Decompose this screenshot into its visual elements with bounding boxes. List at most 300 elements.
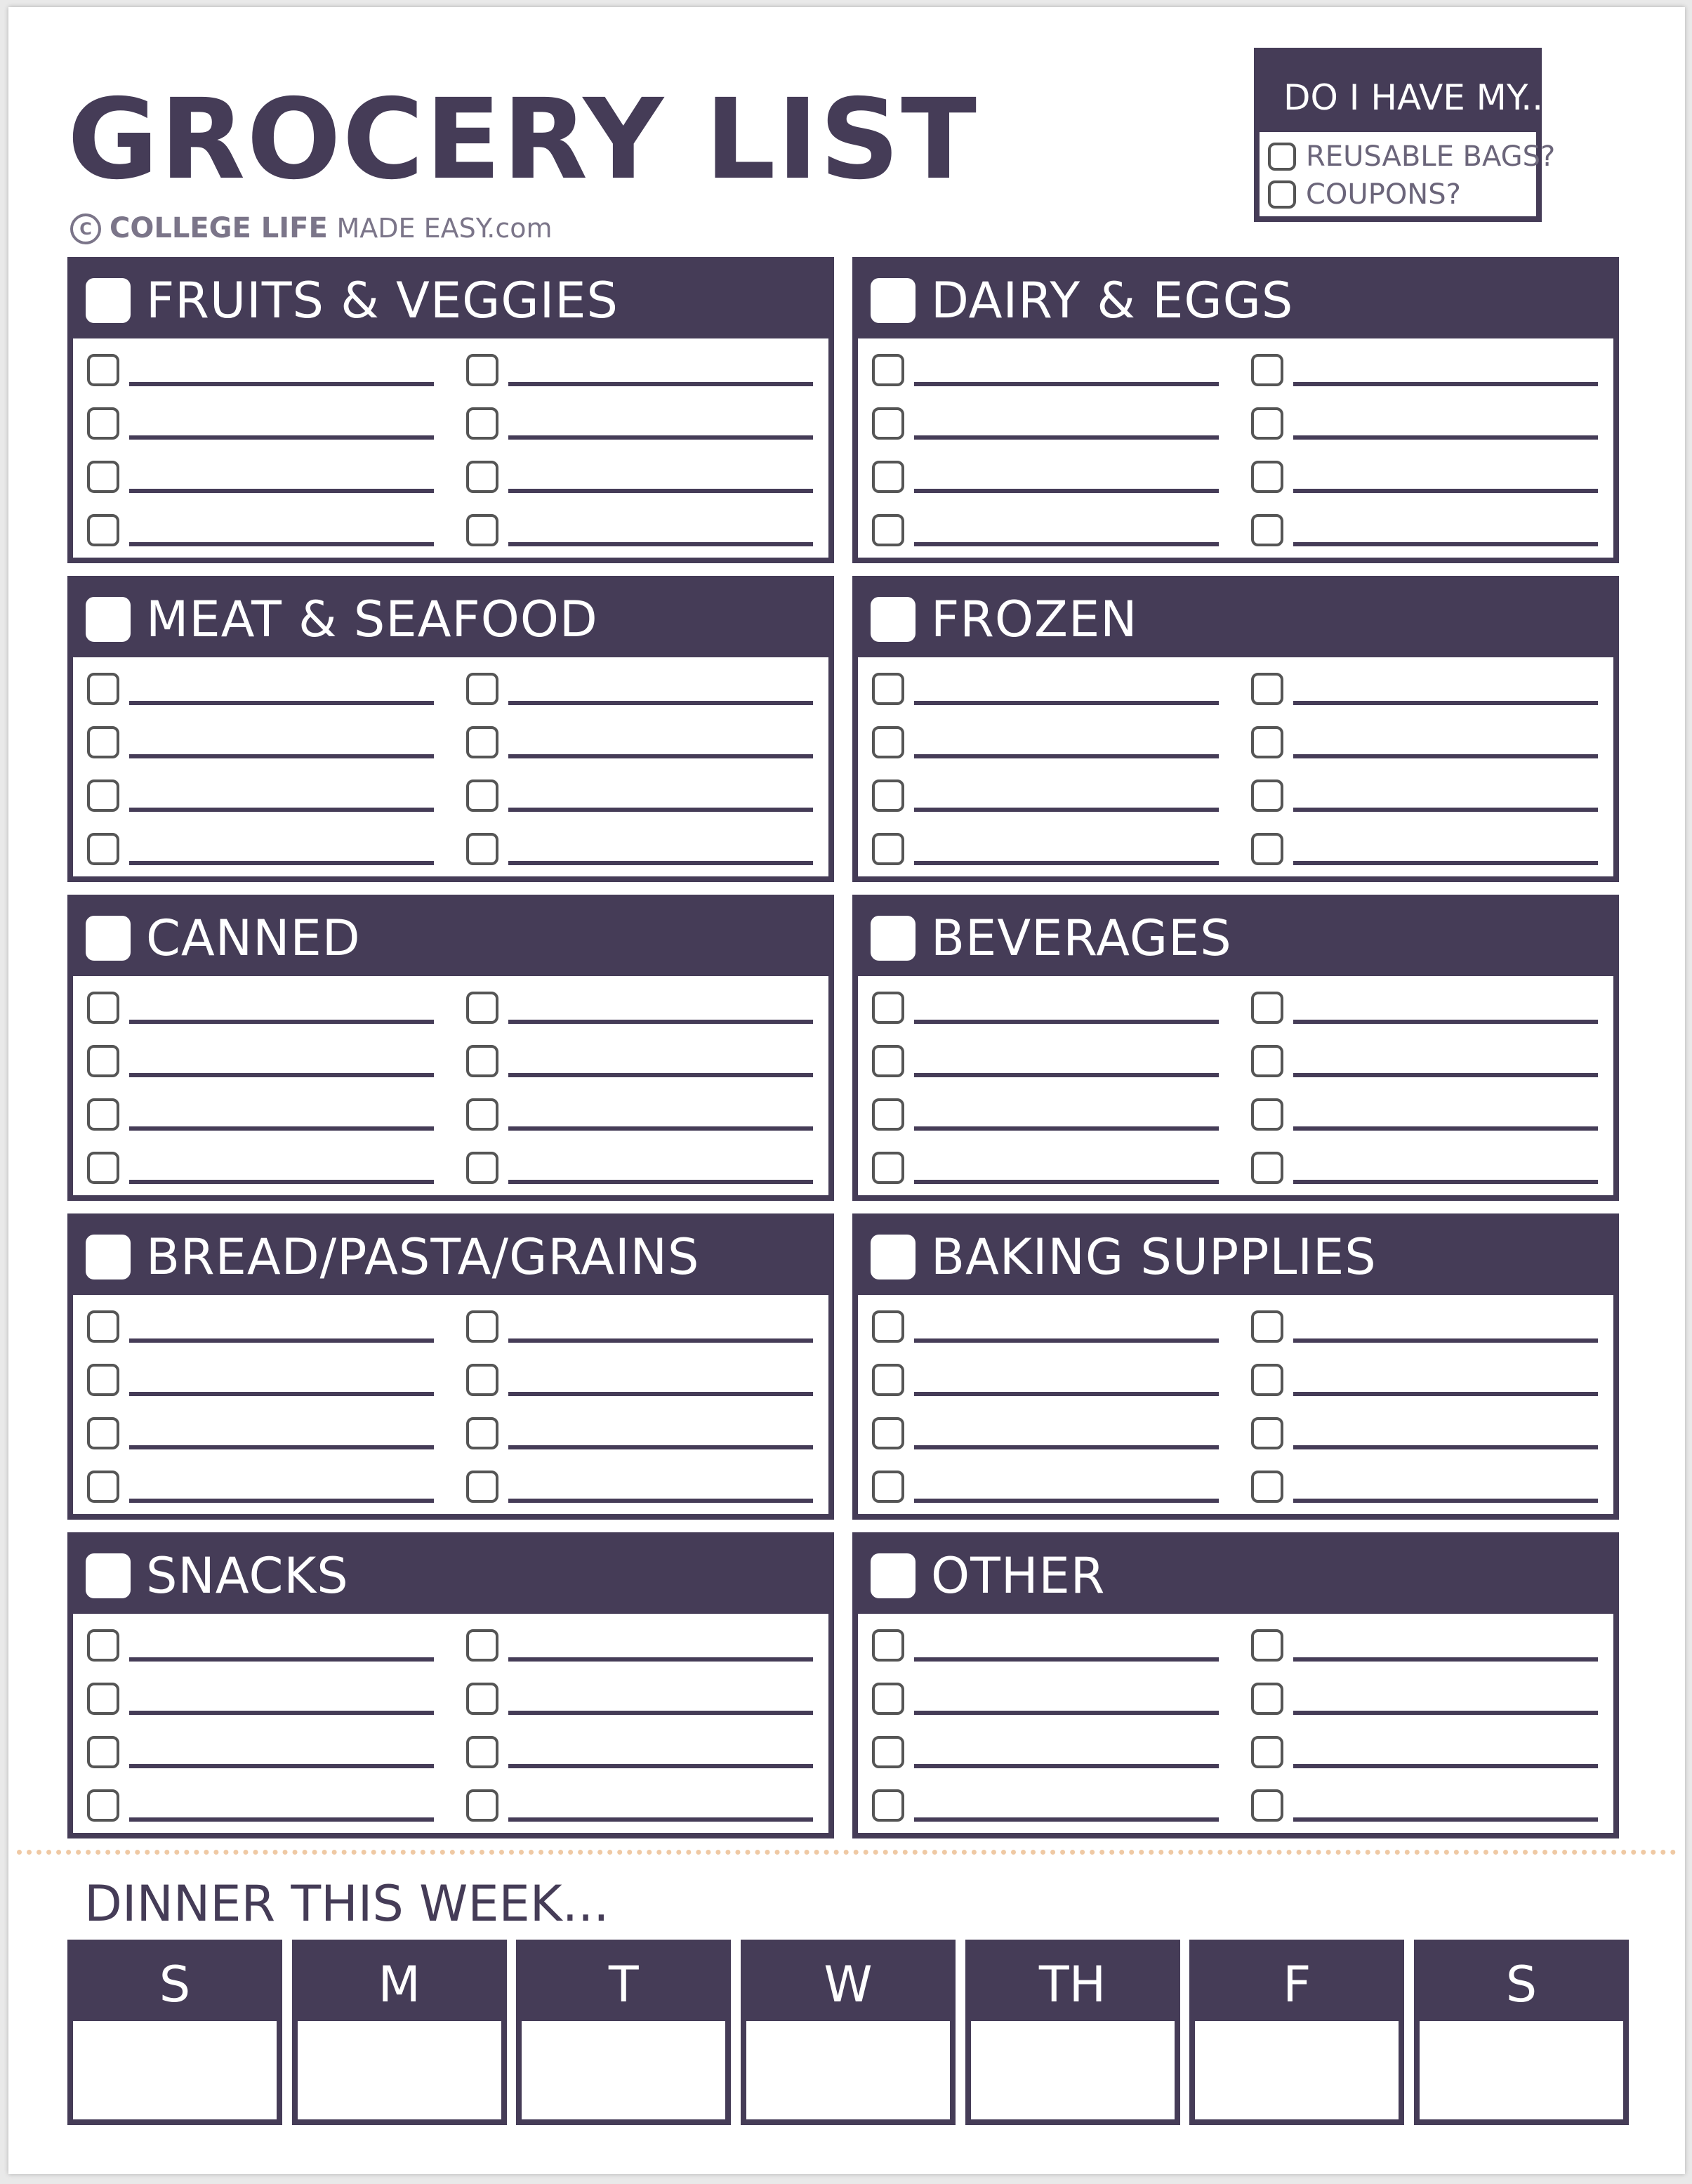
checkbox[interactable]	[872, 407, 904, 440]
checkbox[interactable]	[872, 1045, 904, 1077]
day-label: S	[73, 1945, 277, 2021]
write-in-line[interactable]	[508, 1499, 813, 1503]
write-in-line[interactable]	[129, 1711, 434, 1715]
checkbox[interactable]	[1268, 143, 1296, 171]
day-label: F	[1195, 1945, 1399, 2021]
write-in-line[interactable]	[129, 382, 434, 386]
list-item	[1251, 1413, 1598, 1449]
write-in-line[interactable]	[129, 1392, 434, 1396]
checkbox[interactable]	[466, 1683, 498, 1715]
write-in-line[interactable]	[914, 1817, 1219, 1822]
list-item	[1251, 456, 1598, 493]
day-label: TH	[971, 1945, 1175, 2021]
list-item	[872, 1678, 1219, 1715]
list-item	[872, 987, 1219, 1024]
checkbox[interactable]	[87, 1310, 119, 1343]
category-header	[858, 1219, 1613, 1295]
checkbox[interactable]	[1251, 514, 1283, 546]
checkbox[interactable]	[466, 833, 498, 865]
write-in-line[interactable]	[1293, 701, 1598, 705]
write-in-line[interactable]	[1293, 1392, 1598, 1396]
checkbox[interactable]	[1251, 354, 1283, 386]
write-in-line[interactable]	[129, 435, 434, 440]
day-label: M	[298, 1945, 501, 2021]
item-lines	[858, 1614, 1613, 1822]
write-in-line[interactable]	[508, 1338, 813, 1343]
item-lines	[73, 338, 828, 546]
write-in-line[interactable]	[914, 1711, 1219, 1715]
day-write-area[interactable]	[73, 2021, 277, 2119]
checkbox[interactable]	[872, 514, 904, 546]
checkbox[interactable]	[87, 1789, 119, 1822]
write-in-line[interactable]	[508, 808, 813, 812]
write-in-line[interactable]	[129, 1764, 434, 1768]
checkbox[interactable]	[1251, 1417, 1283, 1449]
checkbox[interactable]	[1251, 1471, 1283, 1503]
list-item	[1251, 829, 1598, 865]
checkbox[interactable]	[466, 779, 498, 812]
list-item	[87, 829, 434, 865]
checkbox[interactable]	[1251, 779, 1283, 812]
day-write-area[interactable]	[522, 2021, 725, 2119]
reminder-item-label: COUPONS?	[1306, 178, 1461, 211]
brand-name-light: MADE EASY	[336, 213, 487, 244]
write-in-line[interactable]	[1293, 435, 1598, 440]
list-item	[1251, 403, 1598, 440]
list-item	[466, 722, 813, 758]
write-in-line[interactable]	[129, 542, 434, 546]
write-in-line[interactable]	[914, 435, 1219, 440]
list-item	[872, 1625, 1219, 1662]
write-in-line[interactable]	[129, 754, 434, 758]
write-in-line[interactable]	[508, 1445, 813, 1449]
day-box	[516, 1940, 731, 2125]
list-item	[87, 1413, 434, 1449]
list-item	[466, 510, 813, 546]
write-in-line[interactable]	[129, 1817, 434, 1822]
write-in-line[interactable]	[508, 754, 813, 758]
checkbox[interactable]	[466, 1471, 498, 1503]
checkbox[interactable]	[466, 407, 498, 440]
checkbox[interactable]	[466, 1152, 498, 1184]
list-item	[872, 510, 1219, 546]
reminder-item	[1260, 138, 1556, 176]
list-item	[1251, 1732, 1598, 1768]
category-box	[67, 576, 834, 882]
category-header	[73, 263, 828, 338]
write-in-line[interactable]	[1293, 808, 1598, 812]
checkbox[interactable]	[466, 354, 498, 386]
write-in-line[interactable]	[508, 1711, 813, 1715]
day-write-area[interactable]	[1420, 2021, 1623, 2119]
checkbox[interactable]	[466, 1789, 498, 1822]
list-item	[1251, 1094, 1598, 1131]
write-in-line[interactable]	[129, 489, 434, 493]
reminder-item-label: REUSABLE BAGS?	[1306, 140, 1556, 173]
category-grid	[67, 257, 1629, 1838]
checkbox[interactable]	[872, 1683, 904, 1715]
checkbox[interactable]	[87, 1683, 119, 1715]
list-item	[87, 403, 434, 440]
list-item	[466, 350, 813, 386]
day-write-area[interactable]	[971, 2021, 1175, 2119]
write-in-line[interactable]	[914, 701, 1219, 705]
checkbox[interactable]	[872, 1736, 904, 1768]
checkbox[interactable]	[872, 833, 904, 865]
list-item	[872, 829, 1219, 865]
list-item	[87, 1094, 434, 1131]
write-in-line[interactable]	[129, 808, 434, 812]
write-in-line[interactable]	[914, 1657, 1219, 1662]
write-in-line[interactable]	[1293, 1126, 1598, 1131]
list-item	[466, 1094, 813, 1131]
write-in-line[interactable]	[914, 808, 1219, 812]
write-in-line[interactable]	[129, 1126, 434, 1131]
write-in-line[interactable]	[508, 1020, 813, 1024]
category-checkbox[interactable]	[871, 1553, 916, 1598]
checkbox[interactable]	[466, 514, 498, 546]
category-checkbox[interactable]	[871, 916, 916, 961]
list-item	[466, 1678, 813, 1715]
checkbox[interactable]	[466, 1736, 498, 1768]
list-item	[1251, 987, 1598, 1024]
write-in-line[interactable]	[914, 1764, 1219, 1768]
category-box	[67, 257, 834, 563]
category-box	[852, 1213, 1619, 1520]
checkbox[interactable]	[872, 1310, 904, 1343]
checkbox[interactable]	[872, 1417, 904, 1449]
write-in-line[interactable]	[129, 1020, 434, 1024]
write-in-line[interactable]	[508, 861, 813, 865]
list-item	[466, 829, 813, 865]
write-in-line[interactable]	[1293, 1338, 1598, 1343]
checkbox[interactable]	[87, 1364, 119, 1396]
list-item	[872, 1094, 1219, 1131]
list-item	[87, 510, 434, 546]
checkbox[interactable]	[872, 726, 904, 758]
write-in-line[interactable]	[1293, 489, 1598, 493]
checkbox[interactable]	[1251, 461, 1283, 493]
checkbox[interactable]	[87, 673, 119, 705]
write-in-line[interactable]	[508, 1817, 813, 1822]
checkbox[interactable]	[1268, 180, 1296, 209]
list-item	[466, 987, 813, 1024]
write-in-line[interactable]	[508, 701, 813, 705]
category-checkbox[interactable]	[871, 1235, 916, 1280]
checkbox[interactable]	[872, 779, 904, 812]
write-in-line[interactable]	[129, 1180, 434, 1184]
brand-name-bold: COLLEGE LIFE	[110, 212, 328, 244]
list-item	[466, 669, 813, 705]
checkbox[interactable]	[872, 1789, 904, 1822]
checkbox[interactable]	[872, 992, 904, 1024]
list-item	[466, 1413, 813, 1449]
checkbox[interactable]	[87, 354, 119, 386]
checkbox[interactable]	[1251, 1098, 1283, 1131]
day-write-area[interactable]	[298, 2021, 501, 2119]
list-item	[466, 456, 813, 493]
checkbox[interactable]	[1251, 726, 1283, 758]
write-in-line[interactable]	[1293, 1073, 1598, 1077]
list-item	[466, 403, 813, 440]
list-item	[1251, 1360, 1598, 1396]
checkbox[interactable]	[466, 1310, 498, 1343]
item-lines	[858, 976, 1613, 1184]
category-checkbox[interactable]	[86, 1235, 131, 1280]
list-item	[87, 1785, 434, 1822]
list-item	[872, 1413, 1219, 1449]
write-in-line[interactable]	[1293, 1445, 1598, 1449]
checkbox[interactable]	[87, 1736, 119, 1768]
day-write-area[interactable]	[1195, 2021, 1399, 2119]
write-in-line[interactable]	[508, 382, 813, 386]
category-label: FRUITS & VEGGIES	[146, 272, 619, 329]
checkbox[interactable]	[872, 1152, 904, 1184]
write-in-line[interactable]	[1293, 1817, 1598, 1822]
list-item	[87, 1147, 434, 1184]
category-header	[73, 581, 828, 657]
checkbox[interactable]	[1251, 1789, 1283, 1822]
checkbox[interactable]	[1251, 992, 1283, 1024]
checkbox[interactable]	[87, 461, 119, 493]
category-box	[852, 895, 1619, 1201]
checkbox[interactable]	[1251, 407, 1283, 440]
write-in-line[interactable]	[508, 1657, 813, 1662]
list-item	[1251, 510, 1598, 546]
write-in-line[interactable]	[914, 1338, 1219, 1343]
write-in-line[interactable]	[1293, 754, 1598, 758]
list-item	[1251, 722, 1598, 758]
category-label: CANNED	[146, 909, 361, 967]
day-label: S	[1420, 1945, 1623, 2021]
write-in-line[interactable]	[129, 1445, 434, 1449]
write-in-line[interactable]	[129, 1499, 434, 1503]
write-in-line[interactable]	[129, 1073, 434, 1077]
list-item	[87, 722, 434, 758]
write-in-line[interactable]	[508, 435, 813, 440]
list-item	[1251, 350, 1598, 386]
category-label: BREAD/PASTA/GRAINS	[146, 1228, 700, 1286]
category-checkbox[interactable]	[86, 1553, 131, 1598]
checkbox[interactable]	[87, 726, 119, 758]
checkbox[interactable]	[1251, 1045, 1283, 1077]
checkbox[interactable]	[872, 673, 904, 705]
list-item	[872, 669, 1219, 705]
write-in-line[interactable]	[508, 1073, 813, 1077]
list-item	[466, 1041, 813, 1077]
category-box	[852, 576, 1619, 882]
checkbox[interactable]	[1251, 833, 1283, 865]
write-in-line[interactable]	[508, 489, 813, 493]
checkbox[interactable]	[872, 1471, 904, 1503]
write-in-line[interactable]	[1293, 861, 1598, 865]
write-in-line[interactable]	[1293, 382, 1598, 386]
list-item	[1251, 1678, 1598, 1715]
checkbox[interactable]	[466, 673, 498, 705]
list-item	[87, 456, 434, 493]
brand-credit	[70, 212, 553, 244]
checkbox[interactable]	[1251, 1736, 1283, 1768]
day-box	[292, 1940, 507, 2125]
category-checkbox[interactable]	[86, 597, 131, 642]
list-item	[466, 1466, 813, 1503]
write-in-line[interactable]	[914, 754, 1219, 758]
write-in-line[interactable]	[1293, 1020, 1598, 1024]
category-checkbox[interactable]	[871, 278, 916, 323]
write-in-line[interactable]	[914, 1126, 1219, 1131]
category-checkbox[interactable]	[871, 597, 916, 642]
item-lines	[73, 1614, 828, 1822]
checkbox[interactable]	[87, 833, 119, 865]
checkbox[interactable]	[466, 992, 498, 1024]
category-header	[73, 900, 828, 976]
brand-domain: .com	[487, 213, 553, 244]
item-lines	[73, 976, 828, 1184]
list-item	[87, 1041, 434, 1077]
item-lines	[73, 1295, 828, 1503]
write-in-line[interactable]	[914, 542, 1219, 546]
write-in-line[interactable]	[914, 1499, 1219, 1503]
checkbox[interactable]	[87, 1152, 119, 1184]
write-in-line[interactable]	[914, 489, 1219, 493]
list-item	[87, 1732, 434, 1768]
write-in-line[interactable]	[914, 1020, 1219, 1024]
page-title: GROCERY LIST	[67, 75, 979, 204]
copyright-icon: C	[70, 213, 101, 244]
checkbox[interactable]	[466, 1098, 498, 1131]
write-in-line[interactable]	[1293, 1499, 1598, 1503]
write-in-line[interactable]	[508, 1126, 813, 1131]
checkbox[interactable]	[466, 1045, 498, 1077]
category-header	[858, 581, 1613, 657]
list-item	[872, 1306, 1219, 1343]
write-in-line[interactable]	[914, 1392, 1219, 1396]
item-lines	[858, 1295, 1613, 1503]
write-in-line[interactable]	[129, 1657, 434, 1662]
checkbox[interactable]	[87, 992, 119, 1024]
list-item	[1251, 1625, 1598, 1662]
write-in-line[interactable]	[1293, 1180, 1598, 1184]
write-in-line[interactable]	[914, 1073, 1219, 1077]
checkbox[interactable]	[466, 726, 498, 758]
list-item	[1251, 1041, 1598, 1077]
write-in-line[interactable]	[1293, 1711, 1598, 1715]
checkbox[interactable]	[1251, 1310, 1283, 1343]
checkbox[interactable]	[1251, 1683, 1283, 1715]
list-item	[872, 1147, 1219, 1184]
checkbox[interactable]	[87, 1471, 119, 1503]
checkbox[interactable]	[87, 407, 119, 440]
list-item	[87, 775, 434, 812]
list-item	[87, 350, 434, 386]
list-item	[87, 1306, 434, 1343]
write-in-line[interactable]	[914, 382, 1219, 386]
list-item	[1251, 1785, 1598, 1822]
checkbox[interactable]	[872, 1364, 904, 1396]
category-box	[67, 895, 834, 1201]
checkbox[interactable]	[87, 1098, 119, 1131]
category-checkbox[interactable]	[86, 916, 131, 961]
checkbox[interactable]	[872, 354, 904, 386]
checkbox[interactable]	[466, 1417, 498, 1449]
write-in-line[interactable]	[129, 861, 434, 865]
checkbox[interactable]	[1251, 1364, 1283, 1396]
category-header	[73, 1219, 828, 1295]
write-in-line[interactable]	[508, 1392, 813, 1396]
category-checkbox[interactable]	[86, 278, 131, 323]
category-header	[858, 263, 1613, 338]
checkbox[interactable]	[87, 514, 119, 546]
write-in-line[interactable]	[914, 1445, 1219, 1449]
checkbox[interactable]	[872, 1629, 904, 1662]
category-label: SNACKS	[146, 1547, 349, 1605]
list-item	[87, 1360, 434, 1396]
checkbox[interactable]	[466, 1629, 498, 1662]
write-in-line[interactable]	[129, 701, 434, 705]
dotted-divider	[17, 1850, 1677, 1855]
checkbox[interactable]	[466, 1364, 498, 1396]
list-item	[872, 722, 1219, 758]
item-lines	[73, 657, 828, 865]
write-in-line[interactable]	[1293, 1657, 1598, 1662]
grocery-list-page	[8, 7, 1685, 2174]
category-box	[852, 257, 1619, 563]
list-item	[872, 1785, 1219, 1822]
dinner-days	[67, 1940, 1629, 2125]
dinner-title: DINNER THIS WEEK...	[84, 1875, 609, 1933]
checkbox[interactable]	[87, 1045, 119, 1077]
list-item	[872, 1360, 1219, 1396]
category-box	[67, 1532, 834, 1838]
checkbox[interactable]	[1251, 1152, 1283, 1184]
checkbox[interactable]	[87, 1629, 119, 1662]
write-in-line[interactable]	[508, 542, 813, 546]
write-in-line[interactable]	[1293, 542, 1598, 546]
reminder-heading: DO I HAVE MY...	[1260, 53, 1536, 132]
checkbox[interactable]	[872, 461, 904, 493]
checkbox[interactable]	[872, 1098, 904, 1131]
list-item	[87, 669, 434, 705]
write-in-line[interactable]	[1293, 1764, 1598, 1768]
checkbox[interactable]	[87, 779, 119, 812]
reminder-item	[1260, 176, 1536, 213]
list-item	[872, 1732, 1219, 1768]
list-item	[1251, 775, 1598, 812]
day-box	[1189, 1940, 1404, 2125]
checkbox[interactable]	[1251, 1629, 1283, 1662]
write-in-line[interactable]	[914, 861, 1219, 865]
checkbox[interactable]	[87, 1417, 119, 1449]
write-in-line[interactable]	[508, 1180, 813, 1184]
checkbox[interactable]	[1251, 673, 1283, 705]
category-header	[858, 1538, 1613, 1614]
day-box	[1414, 1940, 1629, 2125]
list-item	[1251, 1306, 1598, 1343]
write-in-line[interactable]	[508, 1764, 813, 1768]
list-item	[87, 1625, 434, 1662]
write-in-line[interactable]	[129, 1338, 434, 1343]
list-item	[872, 350, 1219, 386]
checkbox[interactable]	[466, 461, 498, 493]
list-item	[466, 1360, 813, 1396]
write-in-line[interactable]	[914, 1180, 1219, 1184]
day-write-area[interactable]	[746, 2021, 950, 2119]
list-item	[466, 775, 813, 812]
list-item	[1251, 1147, 1598, 1184]
category-label: BEVERAGES	[931, 909, 1232, 967]
category-header	[858, 900, 1613, 976]
category-label: MEAT & SEAFOOD	[146, 591, 598, 648]
